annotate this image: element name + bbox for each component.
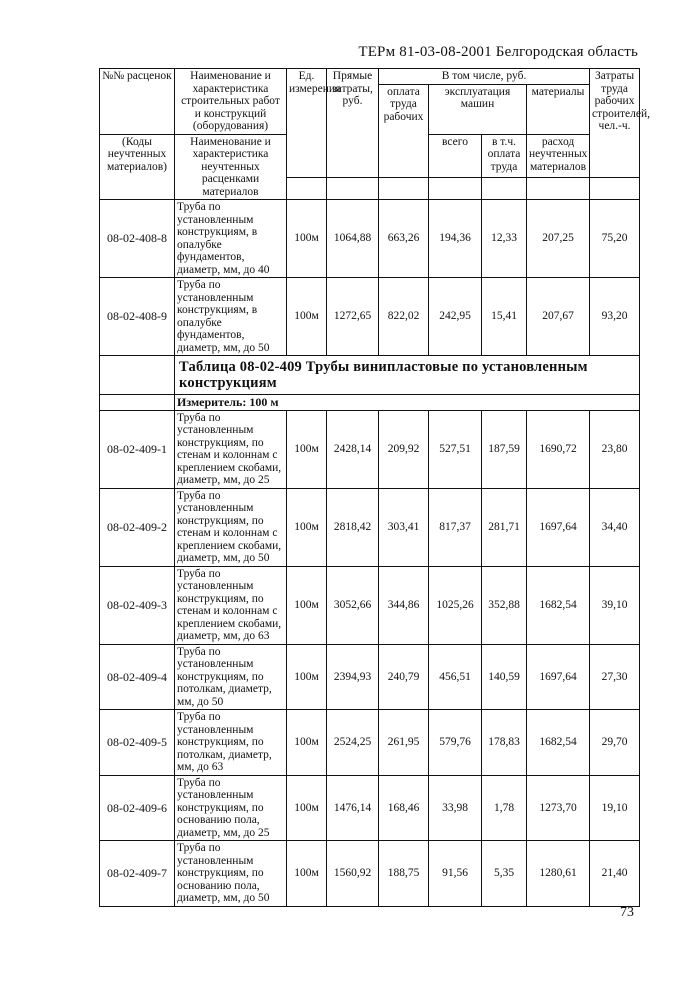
rate-materials: 207,67 — [527, 278, 590, 356]
rate-name: Труба по установленным конструкциям, по стенам и колоннам с креплением скобами, диаметр, мм, до 63 — [175, 566, 287, 644]
rate-code: 08-02-409-4 — [100, 644, 175, 710]
col-code-header: №№ расценок — [100, 69, 175, 135]
col-name-header: Наименование и характеристика строительных работ и конструкций (оборудования) — [175, 69, 287, 135]
rate-unit: 100м — [287, 566, 327, 644]
rate-unit: 100м — [287, 410, 327, 488]
rate-machine-total: 817,37 — [429, 488, 482, 566]
rate-machine-pay: 15,41 — [482, 278, 527, 356]
table-row — [100, 488, 640, 566]
rate-labor-pay: 663,26 — [379, 200, 429, 278]
rate-name: Труба по установленным конструкциям, по потолкам, диаметр, мм, до 63 — [175, 710, 287, 776]
rate-code: 08-02-408-8 — [100, 200, 175, 278]
rate-direct-cost: 2394,93 — [327, 644, 379, 710]
rate-materials: 1697,64 — [527, 488, 590, 566]
rate-labor-hours: 75,20 — [590, 200, 640, 278]
rate-materials: 1280,61 — [527, 841, 590, 907]
page-number: 73 — [620, 905, 634, 920]
rate-direct-cost: 2818,42 — [327, 488, 379, 566]
table-row — [100, 775, 640, 841]
rate-name: Труба по установленным конструкциям, в опалубке фундаментов, диаметр, мм, до 50 — [175, 278, 287, 356]
rate-code: 08-02-409-6 — [100, 775, 175, 841]
col-materials-unaccounted-header: расход неучтенных материалов — [527, 134, 590, 178]
rate-labor-pay: 240,79 — [379, 644, 429, 710]
rate-labor-hours: 21,40 — [590, 841, 640, 907]
col-machine-pay-header: в т.ч. оплата труда — [482, 134, 527, 178]
table-row — [100, 710, 640, 776]
col-labor-pay-header: оплата труда рабочих — [379, 84, 429, 178]
rate-direct-cost: 1560,92 — [327, 841, 379, 907]
rate-machine-pay: 281,71 — [482, 488, 527, 566]
rate-labor-hours: 34,40 — [590, 488, 640, 566]
rate-machine-total: 579,76 — [429, 710, 482, 776]
rate-machine-total: 33,98 — [429, 775, 482, 841]
table-row — [100, 200, 640, 278]
rate-labor-pay: 209,92 — [379, 410, 429, 488]
rate-unit: 100м — [287, 200, 327, 278]
header-row-1 — [100, 69, 640, 85]
rate-labor-pay: 168,46 — [379, 775, 429, 841]
table-row — [100, 841, 640, 907]
rate-code: 08-02-409-7 — [100, 841, 175, 907]
rate-labor-hours: 39,10 — [590, 566, 640, 644]
table-row — [100, 644, 640, 710]
col-machine-op-header: эксплуатация машин — [429, 84, 527, 134]
rate-labor-hours: 23,80 — [590, 410, 640, 488]
col-including-header: В том числе, руб. — [379, 69, 590, 85]
meter-label: Измеритель: 100 м — [175, 395, 640, 411]
rate-machine-total: 1025,26 — [429, 566, 482, 644]
rate-labor-hours: 27,30 — [590, 644, 640, 710]
col-materials-header: материалы — [527, 84, 590, 134]
rate-name: Труба по установленным конструкциям, по основанию пола, диаметр, мм, до 25 — [175, 775, 287, 841]
rate-unit: 100м — [287, 710, 327, 776]
rate-labor-pay: 344,86 — [379, 566, 429, 644]
col-direct-cost-header: Прямые затраты, руб. — [327, 69, 379, 178]
rate-code: 08-02-409-2 — [100, 488, 175, 566]
table-title: Таблица 08-02-409 Трубы винипластовые по установленным конструкциям — [175, 356, 640, 395]
col-unit-header: Ед. измерения — [287, 69, 327, 178]
table-row — [100, 410, 640, 488]
running-title: ТЕРм 81-03-08-2001 Белгородская область — [358, 44, 638, 60]
rate-code: 08-02-409-1 — [100, 410, 175, 488]
rate-unit: 100м — [287, 278, 327, 356]
rate-unit: 100м — [287, 841, 327, 907]
rate-machine-total: 194,36 — [429, 200, 482, 278]
rate-labor-hours: 93,20 — [590, 278, 640, 356]
rate-unit: 100м — [287, 644, 327, 710]
table-row — [100, 566, 640, 644]
rate-labor-pay: 822,02 — [379, 278, 429, 356]
rate-name: Труба по установленным конструкциям, по стенам и колоннам с креплением скобами, диаметр, мм, до 25 — [175, 410, 287, 488]
rate-labor-hours: 29,70 — [590, 710, 640, 776]
rate-machine-pay: 5,35 — [482, 841, 527, 907]
col-machine-total-header: всего — [429, 134, 482, 178]
col-code2-header: (Коды неучтенных материалов) — [100, 134, 175, 200]
rate-materials: 1682,54 — [527, 566, 590, 644]
rate-unit: 100м — [287, 488, 327, 566]
rate-labor-hours: 19,10 — [590, 775, 640, 841]
table-title-row — [100, 356, 640, 395]
rate-direct-cost: 1272,65 — [327, 278, 379, 356]
rate-materials: 1682,54 — [527, 710, 590, 776]
rate-machine-total: 91,56 — [429, 841, 482, 907]
rate-labor-pay: 261,95 — [379, 710, 429, 776]
rate-code: 08-02-409-5 — [100, 710, 175, 776]
rate-direct-cost: 3052,66 — [327, 566, 379, 644]
rate-machine-pay: 352,88 — [482, 566, 527, 644]
rate-machine-pay: 178,83 — [482, 710, 527, 776]
rate-unit: 100м — [287, 775, 327, 841]
rate-code: 08-02-408-9 — [100, 278, 175, 356]
rate-direct-cost: 1476,14 — [327, 775, 379, 841]
rate-labor-pay: 188,75 — [379, 841, 429, 907]
rate-machine-total: 456,51 — [429, 644, 482, 710]
rate-machine-total: 242,95 — [429, 278, 482, 356]
rate-name: Труба по установленным конструкциям, по основанию пола, диаметр, мм, до 50 — [175, 841, 287, 907]
rate-code: 08-02-409-3 — [100, 566, 175, 644]
rates-table — [99, 68, 650, 907]
col-name2-header: Наименование и характеристика неучтенных расценками материалов — [175, 134, 287, 200]
rate-materials: 207,25 — [527, 200, 590, 278]
rate-materials: 1273,70 — [527, 775, 590, 841]
rate-machine-pay: 187,59 — [482, 410, 527, 488]
rate-machine-total: 527,51 — [429, 410, 482, 488]
rate-direct-cost: 2428,14 — [327, 410, 379, 488]
rate-direct-cost: 1064,88 — [327, 200, 379, 278]
rate-name: Труба по установленным конструкциям, в опалубке фундаментов, диаметр, мм, до 40 — [175, 200, 287, 278]
col-labor-cost-header: Затраты труда рабочих строителей, чел.-ч. — [590, 69, 640, 178]
table-row — [100, 278, 640, 356]
rate-materials: 1697,64 — [527, 644, 590, 710]
rate-name: Труба по установленным конструкциям, по стенам и колоннам с креплением скобами, диаметр, мм, до 50 — [175, 488, 287, 566]
rate-materials: 1690,72 — [527, 410, 590, 488]
rate-labor-pay: 303,41 — [379, 488, 429, 566]
rate-machine-pay: 1,78 — [482, 775, 527, 841]
meter-label-row — [100, 395, 640, 411]
rate-machine-pay: 12,33 — [482, 200, 527, 278]
rate-direct-cost: 2524,25 — [327, 710, 379, 776]
rate-name: Труба по установленным конструкциям, по потолкам, диаметр, мм, до 50 — [175, 644, 287, 710]
rate-machine-pay: 140,59 — [482, 644, 527, 710]
